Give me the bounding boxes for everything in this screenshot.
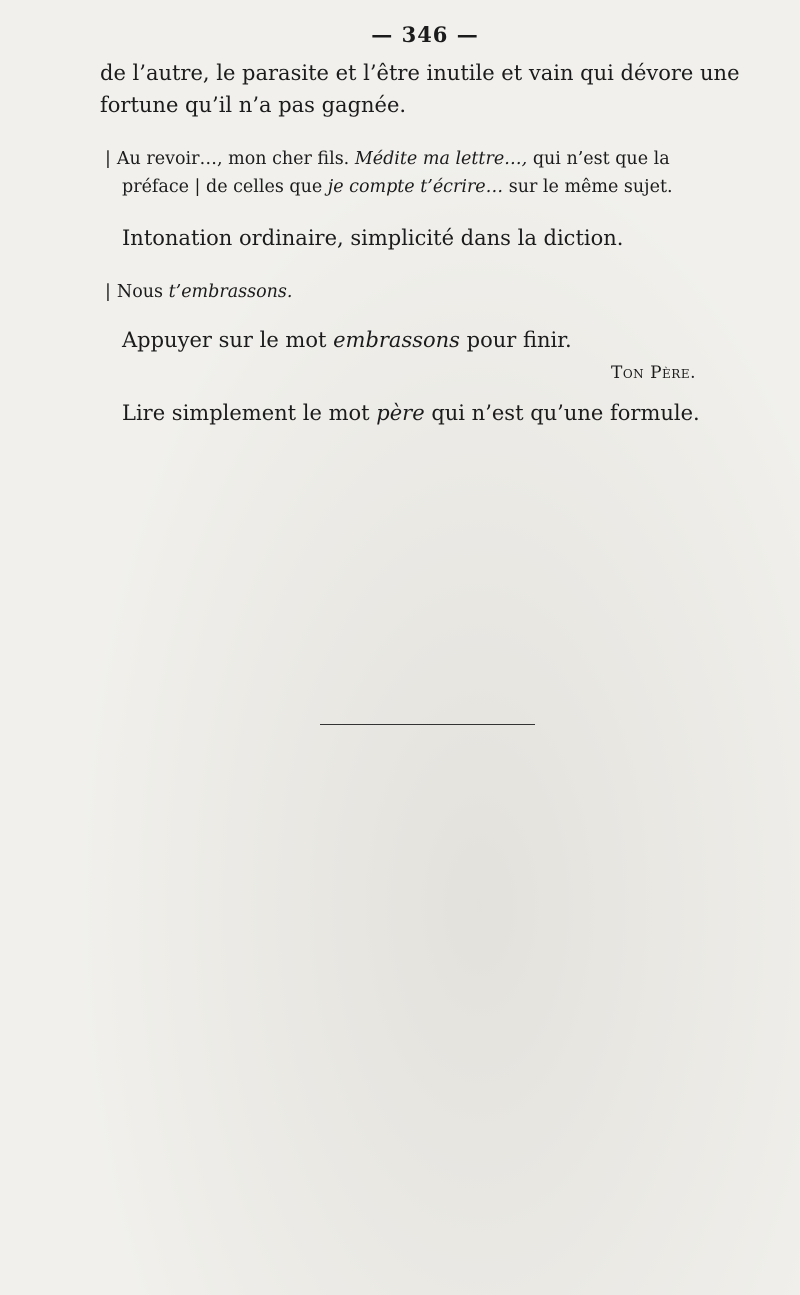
quote-emphasis: t’embrassons.	[168, 282, 293, 302]
quote-line	[105, 149, 670, 169]
instruction-line: Intonation ordinaire, simplicité dans la diction.	[122, 226, 624, 250]
pause-bar: |	[105, 282, 111, 302]
quote-text: sur le même sujet.	[508, 177, 673, 197]
quote-text: préface | de celles que	[122, 177, 323, 197]
instruction-text: Appuyer sur le mot	[122, 328, 327, 352]
page-number: — 346 —	[371, 22, 479, 47]
quote-text: Nous	[116, 282, 164, 302]
quote-line	[122, 177, 673, 197]
instruction-text: Lire simplement le mot	[122, 401, 370, 425]
instruction-text: pour finir.	[466, 328, 572, 352]
instruction-emphasis: père	[376, 401, 425, 425]
instruction-line	[122, 401, 700, 425]
quote-emphasis: Médite ma lettre…,	[354, 149, 528, 169]
instruction-line	[122, 328, 572, 352]
paragraph-line: de l’autre, le parasite et l’être inutile et vain qui dévore une	[100, 61, 740, 85]
quote-text: Au revoir…, mon cher fils.	[116, 149, 350, 169]
section-divider	[320, 724, 535, 725]
quote-emphasis: je compte t’écrire…	[327, 177, 504, 197]
paragraph-line: fortune qu’il n’a pas gagnée.	[100, 93, 407, 117]
instruction-text: qui n’est qu’une formule.	[431, 401, 700, 425]
quote-line	[105, 282, 292, 302]
signature: Ton Père.	[611, 363, 696, 383]
pause-bar: |	[105, 149, 111, 169]
instruction-emphasis: embrassons	[333, 328, 460, 352]
quote-text: qui n’est que la	[532, 149, 670, 169]
